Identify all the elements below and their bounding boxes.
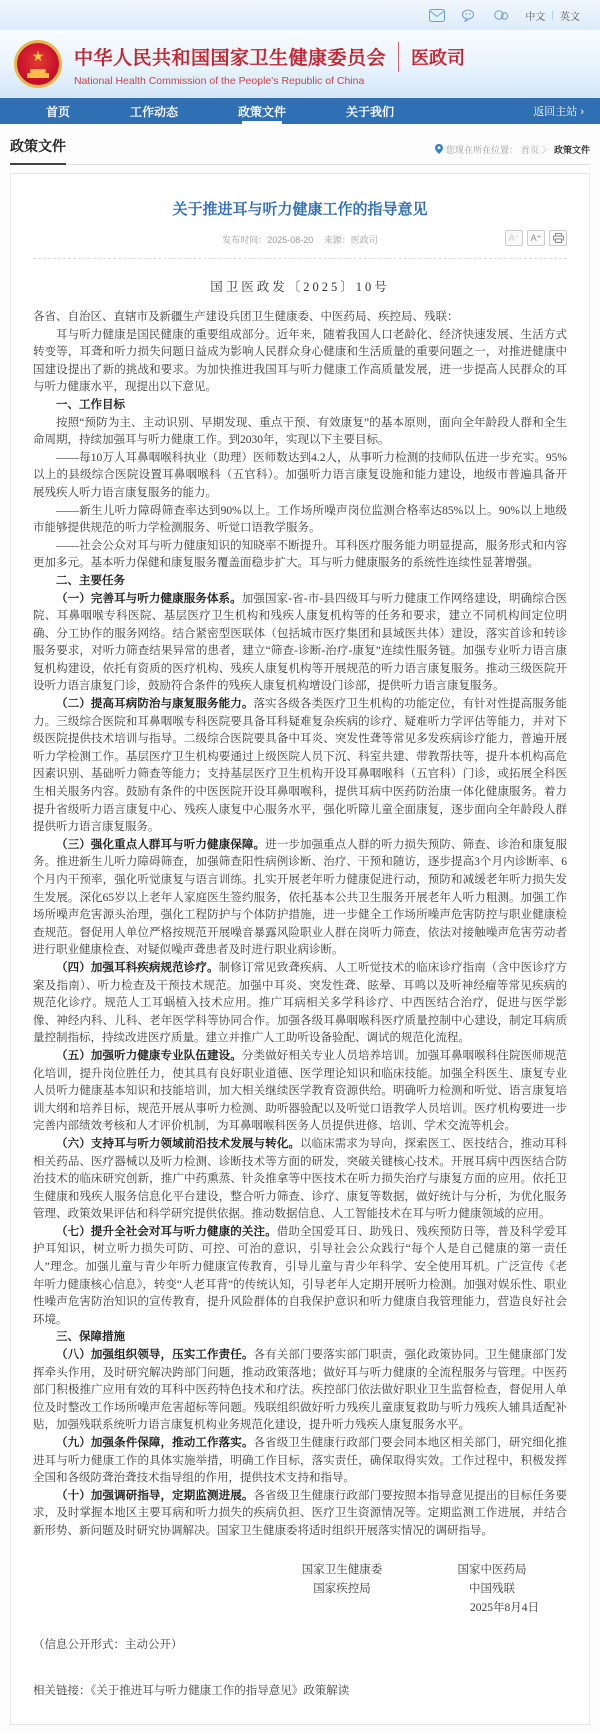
top-utility-bar xyxy=(0,0,600,30)
related-policy-interpretation-link[interactable]: 《关于推进耳与听力健康工作的指导意见》政策解读 xyxy=(90,1684,350,1697)
signature-row xyxy=(33,1580,567,1599)
signature-date: 2025年8月4日 xyxy=(470,1601,539,1614)
back-to-main-site-link[interactable]: 返回主站 › xyxy=(533,106,584,118)
signature-agency: 国家卫生健康委 xyxy=(301,1563,383,1576)
article-paragraph: （七）提升全社会对耳与听力健康的关注。借助全国爱耳日、助残日、残疾预防日等，普及科学爱耳护耳知识，树立听力损失可防、可控、可治的意识，引导社会公众践行“每个人是自己健康的第一责任人”理念。加强儿童与青少年听力健康宣传教育，引导儿童与青少年科学、安全使用耳机。广泛宣传《老年听力健康核心信息》，转变“人老耳背”的传统认知，引导老年人定期开展听力检测。加强对娱乐性、职业性噪声危害防治知识的宣传教育，提升风险群体的自我保护意识和听力健康自我管理能力，营造良好社会环境。 xyxy=(33,1225,568,1326)
font-larger-button[interactable]: A⁺ xyxy=(527,230,545,246)
signature-row xyxy=(33,1561,567,1580)
mail-icon[interactable] xyxy=(429,8,445,22)
article-paragraph: （三）强化重点人群耳与听力健康保障。进一步加强重点人群的听力损失预防、筛查、诊治和康复服务。推进新生儿听力障碍筛查，加强筛查阳性病例诊断、治疗、干预和随访，逐步提高3个月内诊断率、6个月内干预率，强化听觉康复与语言训练。扎实开展老年听力健康促进行动，预防和减缓老年听力损失发生发展。深化65岁以上老年人家庭医生签约服务，依托基本公共卫生服务开展老年人听力粗测。加强工作场所噪声危害源头治理，强化工程防护与个体防护措施，进一步健全工作场所噪声危害防控与职业健康检查规范。督促用人单位严格按规范开展噪音暴露风险职业人群在岗听力筛查，依法对接触噪声危害劳动者进行职业健康检查、对疑似噪声聋患者及时进行职业病诊断。 xyxy=(33,838,567,957)
title-divider xyxy=(398,42,399,72)
breadcrumb-home-link[interactable]: 首页 xyxy=(520,145,539,155)
site-header xyxy=(0,30,600,98)
article-body xyxy=(33,309,567,1541)
nav-item-3[interactable]: 关于我们 xyxy=(346,104,395,119)
article-paragraph: （五）加强听力健康专业队伍建设。分类做好相关专业人员培养培训。加强耳鼻咽喉科住院医师规范化培训，提升岗位胜任力，使其具有良好职业道德、医学理论知识和临床技能。加强全科医生、康复专业人员听力健康基本知识和技能培训，加大相关继续医学教育资源供给。明确听力检测和听觉、语言康复培训大纲和培养目标，规范开展从事听力检测、助听器验配以及听觉口语教学人员培训。医疗机构要进一步完善内部绩效考核和人才评价机制，为耳鼻咽喉科医务人员提供进修、培训、学术交流等机会。 xyxy=(33,1049,567,1133)
print-button[interactable] xyxy=(549,230,567,246)
signature-rows xyxy=(33,1561,567,1599)
article-paragraph: （四）加强耳科疾病规范诊疗。制修订常见致聋疾病、人工听觉技术的临床诊疗指南（含中医诊疗方案及指南）、听力检查及干预技术规范。加强中耳炎、突发性聋、眩晕、耳鸣以及听神经瘤等常见疾病的规范化诊疗。规范人工耳蜗植入技术应用。推广耳病相关多学科诊疗、中西医结合治疗，促进与医学影像、神经内科、儿科、老年医学科等协同合作。加强各级耳鼻咽喉科医疗质量控制中心建设，制定耳病质量控制指标，持续改进医疗质量。建立并推广人工助听设备验配、调试的规范化流程。 xyxy=(33,961,568,1045)
site-title-en: National Health Commission of the People's Republic of China xyxy=(74,74,365,87)
article-paragraph: ——每10万人耳鼻咽喉科执业（助理）医师数达到4.2人，从事听力检测的技师队伍进一步充实。95%以上的县级综合医院设置耳鼻咽喉科（五官科）。加强听力语言康复设施和能力建设，地级市普遍具备开展残疾人听力语言康复服务的能力。 xyxy=(33,451,567,499)
lang-en-button[interactable]: 英文 xyxy=(560,11,580,23)
nav-item-0[interactable]: 首页 xyxy=(46,104,71,119)
breadcrumb-separator: 〉 xyxy=(541,145,551,155)
nav-items xyxy=(46,98,454,124)
section-title: 政策文件 xyxy=(10,136,66,165)
site-title-cn: 中华人民共和国国家卫生健康委员会 xyxy=(74,48,387,69)
signature-agency: 中国残联 xyxy=(469,1582,515,1595)
department-name: 医政司 xyxy=(411,47,466,68)
article-tools xyxy=(505,230,567,246)
publicity-note: （信息公开形式：主动公开） xyxy=(33,1638,183,1651)
section-heading: 一、工作目标 xyxy=(56,398,125,411)
breadcrumb-label: 您现在所在位置： xyxy=(445,145,518,155)
wechat-icon[interactable] xyxy=(461,8,477,22)
nav-item-2[interactable]: 政策文件 xyxy=(238,98,286,124)
signature-agency: 国家中医药局 xyxy=(457,1563,527,1576)
signature-block xyxy=(33,1561,567,1618)
header-titles xyxy=(74,42,465,87)
nav-item-1[interactable]: 工作动态 xyxy=(130,104,179,119)
article-source: 来源：医政司 xyxy=(323,235,378,245)
article-paragraph: （一）完善耳与听力健康服务体系。加强国家-省-市-县四级耳与听力健康工作网络建设，明确综合医院、耳鼻咽喉专科医院、基层医疗卫生机构和残疾人康复机构等的任务和要求，建立不同机构间定位明确、分工协作的服务网络。结合紧密型医联体（包括城市医疗集团和县域医共体）建设，落实首诊和转诊服务要求，对听力筛查结果异常的患者，建立“筛查-诊断-治疗-康复”连续性服务链。加强专业听力语言康复机构建设，依托有资质的医疗机构、残疾人康复机构等开展规范的听力语言康复服务。推动三级医院开设听力语言康复门诊，鼓励符合条件的残疾人康复机构增设门诊部，提供听力语言康复服务。 xyxy=(33,592,567,693)
section-heading: 二、主要任务 xyxy=(56,574,125,587)
document-number: 国卫医政发〔2025〕10号 xyxy=(210,280,390,294)
emblem-star-icon: ★ xyxy=(31,48,45,64)
article-paragraph: （十）加强调研指导，定期监测进展。各省级卫生健康行政部门要按照本指导意见提出的目标任务要求，及时掌握本地区主要耳病和听力损失的疾病负担、医疗卫生资源情况等。定期监测工作进展，并结合新形势、新问题及时研究协调解决。国家卫生健康委将适时组织开展落实情况的调研指导。 xyxy=(33,1489,568,1537)
related-links-label: 相关链接： xyxy=(33,1684,91,1697)
lang-divider: | xyxy=(551,9,554,21)
article-paragraph: 按照“预防为主、主动识别、早期发现、重点干预、有效康复”的基本原则，面向全年龄段人群和全生命周期，持续加强耳与听力健康工作。到2030年，实现以下主要目标。 xyxy=(33,416,567,447)
share-icon[interactable] xyxy=(493,8,509,22)
article-paragraph: 各省、自治区、直辖市及新疆生产建设兵团卫生健康委、中医药局、疾控局、残联： xyxy=(33,311,459,323)
article-paragraph: （六）支持耳与听力领域前沿技术发展与转化。以临床需求为导向，探索医工、医技结合，推动耳科相关药品、医疗器械以及听力检测、诊断技术等方面的研发，突破关键核心技术。开展耳病中西医结合防治技术的临床研究创新，推广中药熏蒸、针灸推拿等中医技术在听力损失治疗与康复方面的应用。依托卫生健康和残疾人服务信息化平台建设，整合听力筛查、诊疗、康复等数据，做好统计与分析，为优化服务管理、政策效果评估和科学研究提供依据。推动数据信息、人工智能技术在耳与听力健康领域的应用。 xyxy=(33,1137,568,1221)
article-paragraph: 耳与听力健康是国民健康的重要组成部分。近年来，随着我国人口老龄化、经济快速发展、生活方式转变等，耳聋和听力损失问题日益成为影响人民群众身心健康和生活质量的重要问题之一，对推进健康中国建设提出了新的挑战和要求。为加快推进我国耳与听力健康工作高质量发展，进一步提高人民群众的耳与听力健康水平，现提出以下意见。 xyxy=(33,328,567,394)
article-card xyxy=(10,173,590,1725)
location-pin-icon xyxy=(435,144,443,156)
section-header-row xyxy=(10,136,590,165)
national-emblem-logo xyxy=(14,40,62,88)
emblem-gate-icon xyxy=(27,69,49,78)
language-switch xyxy=(525,8,580,23)
article-paragraph: （九）加强条件保障，推动工作落实。各省级卫生健康行政部门要会同本地区相关部门，研究细化推进耳与听力健康工作的具体实施举措，明确工作目标，落实责任，确保取得实效。工作过程中，积极发挥全国和各级防聋治聋技术指导组的作用，提供技术支持和指导。 xyxy=(33,1437,568,1485)
article-paragraph: ——社会公众对耳与听力健康知识的知晓率不断提升。耳科医疗服务能力明显提高，服务形式和内容更加多元。基本听力保健和康复服务覆盖面稳步扩大。耳与听力健康服务的系统性连续性显著增强。 xyxy=(33,539,567,570)
section-heading: 三、保障措施 xyxy=(56,1331,125,1344)
font-smaller-button[interactable]: A⁻ xyxy=(505,230,523,246)
related-links-row xyxy=(33,1682,567,1698)
main-nav xyxy=(0,98,600,124)
article-title: 关于推进耳与听力健康工作的指导意见 xyxy=(172,201,428,218)
article-paragraph: ——新生儿听力障碍筛查率达到90%以上。工作场所噪声岗位监测合格率达85%以上。90%以上地级市能够提供规范的听力学检测服务、听觉口语教学服务。 xyxy=(33,504,567,535)
publish-time: 发布时间：2025-08-20 xyxy=(222,235,314,245)
article-paragraph: （八）加强组织领导，压实工作责任。各有关部门要落实部门职责，强化政策协同。卫生健康部门发挥牵头作用，及时研究解决跨部门问题，推动政策落地；做好耳与听力健康的全流程服务与管理。中医药部门积极推广应用有效的耳科中医药特色技术和疗法。疾控部门依法做好职业卫生监督检查，督促用人单位及时整改工作场所噪声危害超标等问题。残联组织做好听力残疾儿童康复救助与听力残疾人辅具适配补贴，加强残联系统听力语言康复机构业务规范化建设，提升听力残疾人康复服务水平。 xyxy=(33,1349,568,1432)
lang-zh-button[interactable]: 中文 xyxy=(525,11,546,23)
breadcrumb xyxy=(435,143,590,164)
breadcrumb-current: 政策文件 xyxy=(553,145,590,155)
signature-agency: 国家疾控局 xyxy=(313,1582,371,1595)
article-paragraph: （二）提高耳病防治与康复服务能力。落实各级各类医疗卫生机构的功能定位，有针对性提高服务能力。三级综合医院和耳鼻咽喉专科医院要具备耳科疑难复杂疾病的诊疗、疑难听力学评估等能力，并对下级医院提供技术培训与指导。二级综合医院要具备中耳炎、突发性聋等常见多发疾病诊疗能力，普遍开展听力学检测工作。基层医疗卫生机构要通过上级医院人员下沉、科室共建、带教帮扶等，提升本机构高危因素识别、基础听力筛查等能力；支持基层医疗卫生机构开设耳鼻咽喉科（五官科）门诊，或拓展全科医生相关服务内容。鼓励有条件的中医医院开设耳鼻咽喉科，提供耳病中医药防治康一体化健康服务。着力提升省级听力语言康复中心、残疾人康复中心服务水平，强化听障儿童全面康复，逐步面向全年龄段人群提供听力语言康复服务。 xyxy=(33,698,568,834)
article-meta-row xyxy=(33,233,567,259)
